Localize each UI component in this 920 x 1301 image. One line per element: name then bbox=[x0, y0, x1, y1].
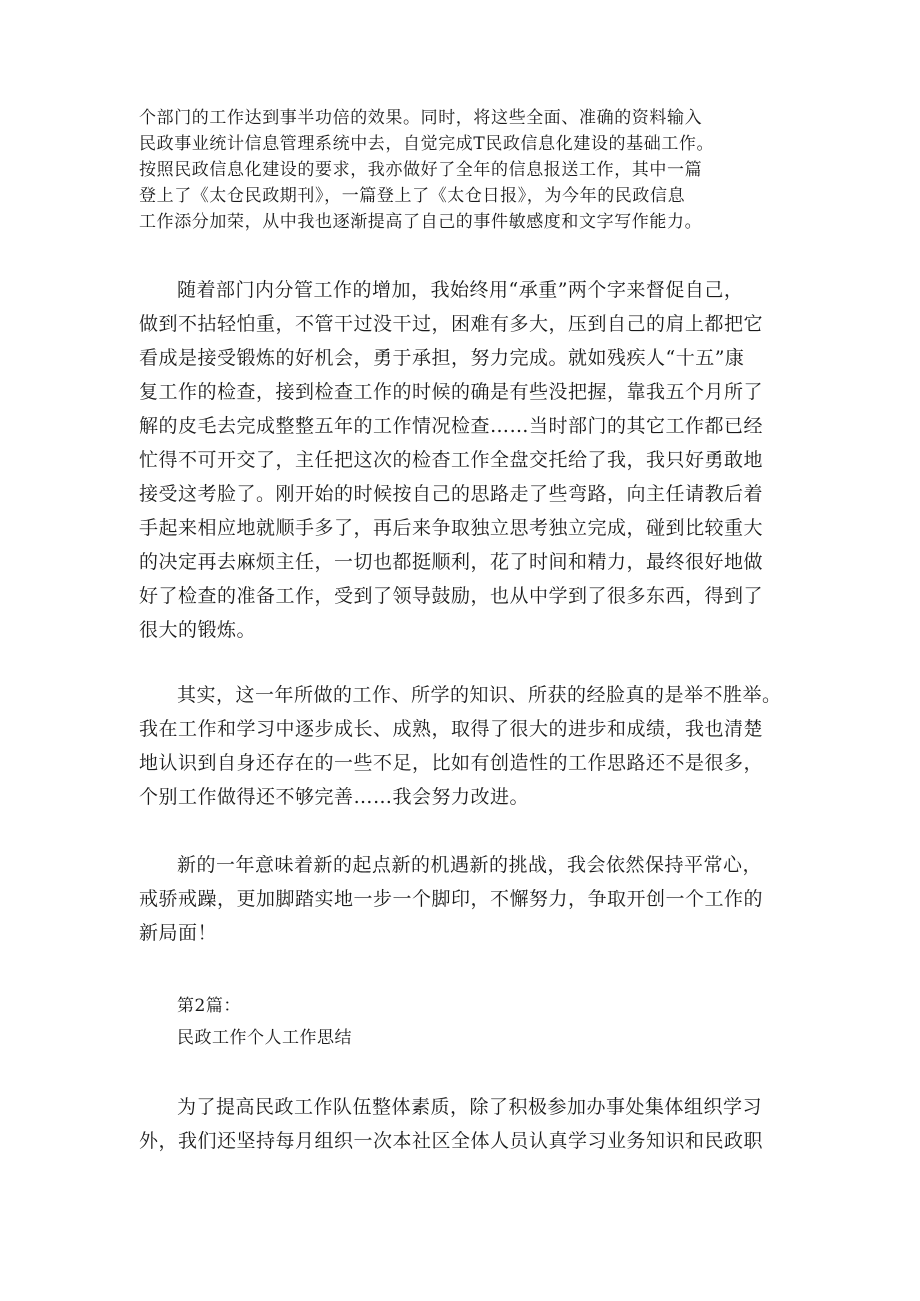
paragraph-line: 个部门的工作达到事半功倍的效果。同时，将这些全面、准确的资料输入 bbox=[139, 108, 703, 128]
paragraph-line: 忙得不可开交了，主任把这次的检杳工作全盘交托给了我，我只好勇敢地 bbox=[139, 449, 764, 471]
paragraph-line: 随着部门内分管工作的增加，我始终用“承重”两个字来督促自己， bbox=[177, 279, 744, 301]
paragraph-line: 看成是接受锻炼的好机会，勇于承担，努力完成。就如残疾人“十五”康 bbox=[139, 347, 745, 369]
paragraph-line: 个别工作做得还不够完善……我会努力改进。 bbox=[139, 786, 530, 808]
paragraph-line: 民政事业统计信息管理系统中去，自觉完成T民政信息化建设的基础工作。 bbox=[139, 134, 715, 154]
paragraph-line: 其实，这一年所做的工作、所学的知识、所获的经脸真的是举不胜举。 bbox=[177, 684, 782, 706]
paragraph-line: 地认识到自身还存在的一些不足，比如有创造性的工作思路还不是很多， bbox=[139, 752, 764, 774]
paragraph-line: 手起来相应地就顺手多了，再后来争取独立思考独立完成，碰到比较重大 bbox=[139, 517, 764, 539]
paragraph-1 bbox=[139, 105, 789, 235]
paragraph-2 bbox=[139, 273, 789, 647]
paragraph-line: 接受这考脸了。刚开始的时候按自己的思路走了些弯路，向主任请教后着 bbox=[139, 483, 764, 505]
paragraph-line: 戒骄戒躁，更加脚踏实地一步一个脚印，不懈努力，争取开创一个工作的 bbox=[139, 888, 764, 910]
paragraph-line: 的决定再去麻烦主任，一切也都挺顺利，花了时间和精力，最终很好地做 bbox=[139, 551, 764, 573]
paragraph-3 bbox=[139, 678, 789, 814]
section-title: 民政工作个人工作思结 bbox=[177, 1028, 352, 1048]
paragraph-line: 登上了《太仓民政期刊》，一篇登上了《太仓日报》，为今年的民政信息 bbox=[139, 186, 686, 206]
paragraph-line: 做到不拈轻怕重，不管干过没干过，困难有多大，压到自己的肩上都把它 bbox=[139, 313, 764, 335]
paragraph-line: 新局面！ bbox=[139, 922, 218, 944]
paragraph-line: 我在工作和学习中逐步成长、成熟，取得了很大的进步和成绩，我也清楚 bbox=[139, 718, 764, 740]
paragraph-line: 按照民政信息化建设的要求，我亦做好了全年的信息报送工作，其中一篇 bbox=[139, 160, 703, 180]
paragraph-line: 为了提高民政工作队伍整体素质，除了积极参加办事处集体组织学习 bbox=[177, 1096, 763, 1118]
paragraph-4 bbox=[139, 848, 789, 950]
paragraph-line: 好了检查的准备工作，受到了领导鼓励，也从中学到了很多东西，得到了 bbox=[139, 585, 764, 607]
paragraph-line: 解的皮毛去完成整整五年的工作情况检查……当时部门的其它工作都已经 bbox=[139, 415, 764, 437]
paragraph-line: 新的一年意味着新的起点新的机遇新的挑战，我会依然保持平常心， bbox=[177, 854, 763, 876]
paragraph-line: 很大的锻炼。 bbox=[139, 619, 257, 641]
paragraph-line: 复工作的检查，接到检查工作的时候的确是有些没把握，靠我五个月所了 bbox=[139, 381, 764, 403]
paragraph-5 bbox=[139, 1090, 789, 1158]
paragraph-line: 工作添分加荣，从中我也逐渐提高了自己的事件敏感度和文字写作能力。 bbox=[139, 212, 703, 232]
paragraph-line: 外，我们还坚持每月组织一次本社区全体人员认真学习业务知识和民政职 bbox=[139, 1130, 764, 1152]
section-label: 第2篇： bbox=[177, 996, 241, 1016]
